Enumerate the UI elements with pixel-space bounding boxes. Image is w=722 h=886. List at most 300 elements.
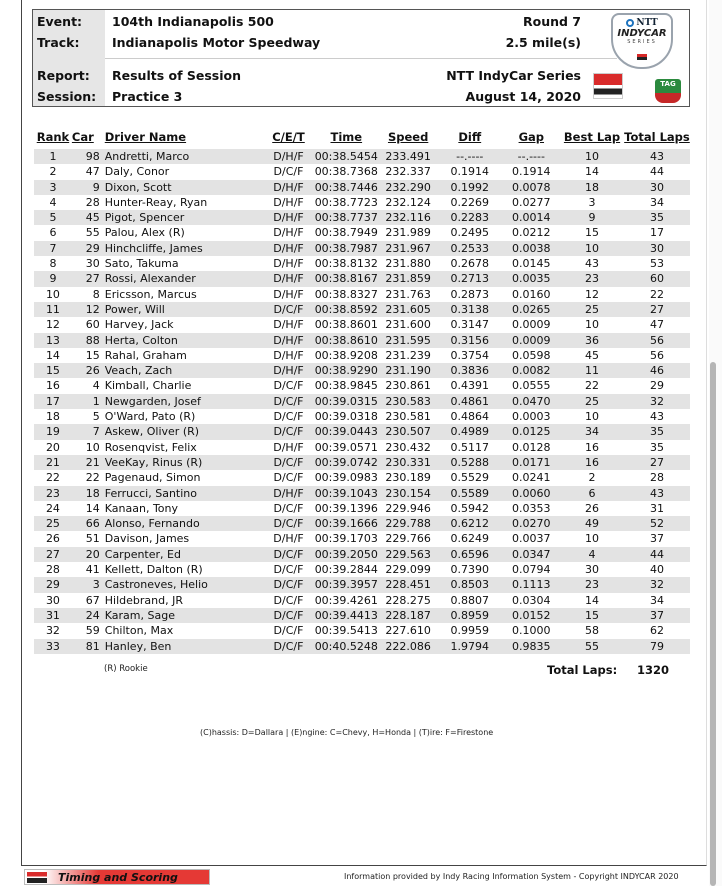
series-name: NTT IndyCar Series	[446, 68, 581, 83]
table-row	[34, 562, 690, 577]
total-laps-cell: 32	[624, 577, 690, 592]
report-label: Report:	[37, 68, 90, 83]
total-laps-cell: 44	[624, 547, 690, 562]
table-row	[34, 470, 690, 485]
driver-name-cell: Andretti, Marco	[105, 149, 264, 164]
table-row	[34, 149, 690, 164]
table-row	[34, 394, 690, 409]
lap-time-cell: 00:39.0443	[314, 425, 378, 439]
car-number-cell: 60	[85, 318, 100, 332]
car-number-cell: 66	[72, 516, 105, 531]
gap-cell: 0.0038	[502, 241, 560, 256]
total-laps-cell: 34	[649, 593, 664, 607]
driver-name-cell: Kimball, Charlie	[104, 379, 192, 393]
lap-time-cell: 00:39.1043	[314, 486, 378, 500]
col-rank: Rank	[36, 129, 70, 144]
speed-cell: 231.605	[379, 302, 437, 317]
lap-time-cell: 00:39.0742	[314, 455, 378, 469]
table-row	[34, 210, 690, 225]
table-row	[34, 271, 690, 286]
best-lap-cell: 22	[585, 379, 600, 393]
best-lap-cell: 10	[585, 532, 600, 546]
gap-cell: 0.0265	[502, 302, 560, 317]
speed-cell: 231.239	[385, 348, 431, 362]
total-laps-cell: 27	[624, 455, 690, 470]
car-number-cell: 88	[72, 333, 105, 348]
car-number-cell: 4	[92, 379, 100, 393]
lap-time-cell: 00:38.7737	[314, 211, 378, 225]
car-number-cell: 20	[72, 547, 105, 562]
table-row	[34, 180, 690, 195]
total-laps-cell: 52	[624, 516, 690, 531]
diff-cell: 0.2283	[437, 210, 502, 225]
speed-cell: 228.187	[379, 608, 437, 623]
flag-icon	[637, 54, 647, 60]
timing-and-scoring-logo	[24, 869, 210, 885]
table-row	[34, 378, 690, 393]
lap-time-cell: 00:38.5454	[314, 150, 378, 163]
diff-cell: 0.6212	[437, 516, 502, 531]
best-lap-cell: 45	[585, 348, 600, 362]
car-number-cell: 59	[85, 624, 100, 638]
cet-cell: D/H/F	[273, 318, 304, 332]
session-date: August 14, 2020	[465, 89, 581, 104]
total-laps-cell: 56	[624, 333, 690, 348]
lap-time-cell: 00:38.7723	[314, 195, 378, 209]
rank-cell: 5	[34, 210, 72, 225]
table-row	[34, 256, 690, 271]
car-number-cell: 8	[92, 287, 100, 301]
cet-cell: D/C/F	[264, 455, 314, 470]
table-row	[34, 547, 690, 562]
total-laps-cell: 60	[624, 271, 690, 286]
rank-cell: 20	[45, 440, 60, 454]
lap-time-cell: 00:38.7987	[314, 241, 378, 255]
car-number-cell: 51	[85, 532, 100, 546]
gap-cell: 0.0128	[512, 440, 551, 454]
car-number-cell: 45	[72, 210, 105, 225]
car-number-cell: 41	[85, 563, 100, 577]
driver-name-cell: Kellett, Dalton (R)	[104, 563, 203, 577]
best-lap-cell: 23	[560, 577, 624, 592]
driver-name-cell: Hanley, Ben	[105, 639, 264, 654]
cet-cell: D/C/F	[273, 165, 304, 179]
rank-cell: 2	[49, 165, 57, 179]
lap-time-cell: 00:39.1396	[314, 501, 378, 515]
col-best-lap: Best Lap	[563, 129, 621, 144]
speed-cell: 231.595	[379, 333, 437, 348]
car-number-cell: 55	[85, 226, 100, 240]
table-row	[34, 577, 690, 592]
col-cet: C/E/T	[272, 129, 305, 144]
driver-name-cell: Daly, Conor	[104, 165, 170, 179]
car-number-cell: 30	[85, 257, 100, 271]
gap-cell: 0.0145	[512, 257, 551, 271]
lap-time-cell: 00:39.4261	[314, 593, 378, 607]
diff-cell: 0.8807	[450, 593, 489, 607]
driver-name-cell: Harvey, Jack	[104, 318, 174, 332]
table-row	[34, 317, 690, 332]
lap-time-cell: 00:39.0318	[314, 410, 378, 424]
total-laps-cell: 28	[649, 471, 664, 485]
gap-cell: 0.0082	[502, 363, 560, 378]
total-laps-value: 1320	[637, 663, 670, 677]
total-laps-cell: 32	[624, 394, 690, 409]
lap-time-cell: 00:39.0983	[314, 471, 378, 485]
driver-name-cell: Castroneves, Helio	[105, 577, 264, 592]
cet-cell: D/C/F	[264, 639, 314, 654]
total-laps-cell: 37	[624, 608, 690, 623]
table-row	[34, 608, 690, 623]
driver-name-cell: Rosenqvist, Felix	[104, 440, 197, 454]
table-row	[34, 409, 690, 424]
diff-cell: 0.5288	[437, 455, 502, 470]
driver-name-cell: Davison, James	[104, 532, 190, 546]
total-laps-cell: 56	[649, 348, 664, 362]
best-lap-cell: 6	[560, 486, 624, 501]
driver-name-cell: Pagenaud, Simon	[104, 471, 201, 485]
gap-cell: 0.0125	[502, 424, 560, 439]
rank-cell: 26	[45, 532, 60, 546]
lap-time-cell: 00:39.0315	[314, 394, 378, 408]
gap-cell: 0.0160	[512, 287, 551, 301]
driver-name-cell: Herta, Colton	[105, 333, 264, 348]
diff-cell: 0.5529	[450, 471, 489, 485]
best-lap-cell: 16	[560, 455, 624, 470]
best-lap-cell: 15	[560, 608, 624, 623]
gap-cell: 0.0347	[502, 547, 560, 562]
diff-cell: 0.1992	[437, 180, 502, 195]
speed-cell: 229.946	[385, 501, 431, 515]
total-laps-cell: 43	[624, 149, 690, 164]
gap-cell: 0.0003	[512, 410, 551, 424]
total-laps-cell: 53	[649, 257, 664, 271]
cet-cell: D/H/F	[264, 486, 314, 501]
total-laps-cell: 30	[624, 180, 690, 195]
driver-name-cell: Hinchcliffe, James	[105, 241, 264, 256]
speed-cell: 231.989	[385, 226, 431, 240]
cet-cell: D/H/F	[264, 210, 314, 225]
rank-cell: 19	[34, 424, 72, 439]
table-row	[34, 164, 690, 179]
driver-name-cell: Rahal, Graham	[104, 348, 187, 362]
cet-cell: D/H/F	[273, 195, 304, 209]
cet-cell: D/H/F	[273, 226, 304, 240]
tag-logo-text: TAG	[660, 80, 676, 88]
lap-time-cell: 00:38.7949	[314, 226, 378, 240]
driver-name-cell: Ferrucci, Santino	[105, 486, 264, 501]
best-lap-cell: 36	[560, 333, 624, 348]
gap-cell: 0.0353	[512, 501, 551, 515]
cet-cell: D/C/F	[264, 547, 314, 562]
cet-cell: D/H/F	[273, 287, 304, 301]
diff-cell: 0.5117	[450, 440, 489, 454]
lap-time-cell: 00:39.1666	[314, 517, 378, 531]
table-row	[34, 424, 690, 439]
speed-cell: 232.337	[385, 165, 431, 179]
rank-cell: 15	[34, 363, 72, 378]
gap-cell: 0.0035	[502, 271, 560, 286]
speed-cell: 233.491	[379, 149, 437, 164]
lap-time-cell: 00:38.7368	[314, 165, 378, 179]
total-laps-cell: 30	[624, 241, 690, 256]
lap-time-cell: 00:39.0571	[314, 440, 378, 454]
event-value: 104th Indianapolis 500	[112, 14, 274, 29]
best-lap-cell: 25	[560, 394, 624, 409]
cet-cell: D/H/F	[273, 532, 304, 546]
ntt-indycar-series-logo-icon	[611, 13, 673, 69]
diff-cell: 0.9959	[450, 624, 489, 638]
best-lap-cell: 23	[560, 271, 624, 286]
lap-time-cell: 00:38.8601	[314, 318, 378, 332]
total-laps-cell: 35	[649, 440, 664, 454]
track-label: Track:	[37, 35, 80, 50]
best-lap-cell: 9	[560, 210, 624, 225]
rank-cell: 30	[45, 593, 60, 607]
best-lap-cell: 3	[588, 195, 596, 209]
gap-cell: --.----	[502, 149, 560, 164]
round-number: Round 7	[522, 14, 581, 29]
table-row	[34, 333, 690, 348]
rank-cell: 29	[34, 577, 72, 592]
gap-cell: 0.0037	[512, 532, 551, 546]
car-number-cell: 29	[72, 241, 105, 256]
diff-cell: 0.5589	[437, 486, 502, 501]
driver-name-cell: Power, Will	[105, 302, 264, 317]
rank-cell: 6	[49, 226, 57, 240]
session-value: Practice 3	[112, 89, 183, 104]
diff-cell: 0.4861	[437, 394, 502, 409]
total-laps-cell: 79	[624, 639, 690, 654]
speed-cell: 229.766	[385, 532, 431, 546]
car-number-cell: 98	[72, 149, 105, 164]
car-number-cell: 21	[72, 455, 105, 470]
rank-cell: 13	[34, 333, 72, 348]
indycar-logo-text: INDYCAR	[617, 28, 667, 39]
gap-cell: 0.0555	[512, 379, 551, 393]
gap-cell: 0.1000	[512, 624, 551, 638]
event-label: Event:	[37, 14, 83, 29]
speed-cell: 230.154	[379, 486, 437, 501]
speed-cell: 222.086	[379, 639, 437, 654]
diff-cell: 0.3138	[437, 302, 502, 317]
rank-cell: 14	[45, 348, 60, 362]
speed-cell: 230.507	[379, 424, 437, 439]
driver-name-cell: Pigot, Spencer	[105, 210, 264, 225]
car-number-cell: 3	[72, 577, 105, 592]
gap-cell: 0.0078	[502, 180, 560, 195]
diff-cell: 0.1914	[450, 165, 489, 179]
total-laps-cell: 43	[649, 410, 664, 424]
speed-cell: 227.610	[385, 624, 431, 638]
lap-time-cell: 00:39.3957	[314, 578, 378, 592]
cet-legend: (C)hassis: D=Dallara | (E)ngine: C=Chevy, H=Honda | (T)ire: F=Firestone	[200, 728, 494, 737]
best-lap-cell: 34	[560, 424, 624, 439]
col-car: Car	[71, 129, 94, 144]
table-row	[34, 639, 690, 654]
table-row	[34, 241, 690, 256]
rank-cell: 12	[45, 318, 60, 332]
best-lap-cell: 4	[560, 547, 624, 562]
results-body	[34, 149, 690, 654]
lap-time-cell: 00:38.8327	[314, 287, 378, 301]
rank-cell: 1	[34, 149, 72, 164]
driver-name-cell: Chilton, Max	[104, 624, 174, 638]
cet-cell: D/C/F	[273, 410, 304, 424]
table-row	[34, 195, 690, 210]
speed-cell: 229.563	[379, 547, 437, 562]
lap-time-cell: 00:38.7446	[314, 180, 378, 194]
lap-time-cell: 00:38.9845	[314, 379, 378, 393]
best-lap-cell: 43	[585, 257, 600, 271]
lap-time-cell: 00:38.9290	[314, 364, 378, 378]
table-row	[34, 455, 690, 470]
lap-time-cell: 00:39.5413	[314, 624, 378, 638]
rank-cell: 10	[45, 287, 60, 301]
table-row	[34, 287, 690, 302]
cet-cell: D/H/F	[273, 257, 304, 271]
cet-cell: D/H/F	[264, 333, 314, 348]
lap-time-cell: 00:39.2050	[314, 547, 378, 561]
gap-cell: 0.0304	[512, 593, 551, 607]
best-lap-cell: 16	[585, 440, 600, 454]
cet-cell: D/H/F	[273, 440, 304, 454]
diff-cell: 0.2533	[437, 241, 502, 256]
gap-cell: 0.1914	[512, 165, 551, 179]
diff-cell: 1.9794	[437, 639, 502, 654]
car-number-cell: 81	[72, 639, 105, 654]
diff-cell: 0.2678	[450, 257, 489, 271]
gap-cell: 0.0794	[512, 563, 551, 577]
best-lap-cell: 11	[560, 363, 624, 378]
col-gap: Gap	[518, 129, 545, 144]
table-row	[34, 516, 690, 531]
driver-name-cell: Hunter-Reay, Ryan	[104, 195, 208, 209]
rank-cell: 16	[45, 379, 60, 393]
best-lap-cell: 10	[560, 149, 624, 164]
total-laps-cell: 27	[624, 302, 690, 317]
total-laps-cell: 43	[624, 486, 690, 501]
car-number-cell: 7	[72, 424, 105, 439]
car-number-cell: 22	[85, 471, 100, 485]
table-row	[34, 302, 690, 317]
timing-and-scoring-text: Timing and Scoring	[58, 871, 178, 884]
total-laps-cell: 40	[649, 563, 664, 577]
speed-cell: 231.763	[385, 287, 431, 301]
car-number-cell: 14	[85, 501, 100, 515]
rank-cell: 21	[34, 455, 72, 470]
best-lap-cell: 15	[585, 226, 600, 240]
cet-cell: D/C/F	[264, 302, 314, 317]
speed-cell: 231.967	[379, 241, 437, 256]
table-row	[34, 440, 690, 455]
cet-cell: D/C/F	[273, 471, 304, 485]
gap-cell: 0.0270	[502, 516, 560, 531]
car-number-cell: 67	[85, 593, 100, 607]
total-laps-label: Total Laps:	[547, 663, 618, 677]
cet-cell: D/H/F	[264, 271, 314, 286]
gap-cell: 0.0171	[502, 455, 560, 470]
table-header-row	[34, 128, 690, 149]
car-number-cell: 26	[72, 363, 105, 378]
best-lap-cell: 14	[585, 165, 600, 179]
diff-cell: 0.2873	[450, 287, 489, 301]
driver-name-cell: O'Ward, Pato (R)	[104, 410, 196, 424]
speed-cell: 232.124	[385, 195, 431, 209]
speed-cell: 231.600	[385, 318, 431, 332]
diff-cell: 0.2269	[450, 195, 489, 209]
cet-cell: D/C/F	[273, 379, 304, 393]
cet-cell: D/H/F	[264, 180, 314, 195]
cet-cell: D/C/F	[264, 394, 314, 409]
total-laps-cell: 31	[649, 501, 664, 515]
car-number-cell: 10	[85, 440, 100, 454]
total-laps-cell: 22	[649, 287, 664, 301]
driver-name-cell: Hildebrand, JR	[104, 593, 183, 607]
driver-name-cell: Kanaan, Tony	[104, 501, 179, 515]
diff-cell: 0.6596	[437, 547, 502, 562]
track-value: Indianapolis Motor Speedway	[112, 35, 321, 50]
copyright-notice: Information provided by Indy Racing Information System - Copyright INDYCAR 2020	[344, 872, 679, 881]
total-laps-cell: 44	[649, 165, 664, 179]
best-lap-cell: 18	[560, 180, 624, 195]
diff-cell: 0.7390	[450, 563, 489, 577]
cet-cell: D/H/F	[264, 241, 314, 256]
rank-cell: 17	[34, 394, 72, 409]
rank-cell: 25	[34, 516, 72, 531]
lap-time-cell: 00:40.5248	[314, 639, 378, 653]
best-lap-cell: 2	[588, 471, 596, 485]
gap-cell: 0.0598	[512, 348, 551, 362]
driver-name-cell: Sato, Takuma	[104, 257, 179, 271]
lap-time-cell: 00:38.8132	[314, 257, 378, 271]
speed-cell: 230.861	[385, 379, 431, 393]
scrollbar-thumb[interactable]	[710, 362, 716, 886]
lap-time-cell: 00:39.2844	[314, 563, 378, 577]
driver-name-cell: Ericsson, Marcus	[104, 287, 197, 301]
best-lap-cell: 55	[560, 639, 624, 654]
speed-cell: 232.290	[379, 180, 437, 195]
rank-cell: 31	[34, 608, 72, 623]
diff-cell: 0.3156	[437, 333, 502, 348]
speed-cell: 230.432	[385, 440, 431, 454]
diff-cell: 0.4391	[450, 379, 489, 393]
header-divider	[105, 58, 617, 59]
driver-name-cell: VeeKay, Rinus (R)	[105, 455, 264, 470]
car-number-cell: 47	[85, 165, 100, 179]
gap-cell: 0.0241	[512, 471, 551, 485]
table-row	[34, 225, 690, 240]
car-number-cell: 9	[72, 180, 105, 195]
rank-cell: 18	[45, 410, 60, 424]
table-row	[34, 593, 690, 608]
table-row	[34, 348, 690, 363]
speed-cell: 228.451	[379, 577, 437, 592]
best-lap-cell: 12	[585, 287, 600, 301]
gap-cell: 0.0212	[512, 226, 551, 240]
sponsor-logos	[589, 13, 685, 103]
driver-name-cell: Alonso, Fernando	[105, 516, 264, 531]
diff-cell: 0.3836	[437, 363, 502, 378]
total-laps-cell: 35	[624, 424, 690, 439]
gap-cell: 0.1113	[502, 577, 560, 592]
rank-cell: 24	[45, 501, 60, 515]
lap-time-cell: 00:38.8592	[314, 302, 378, 316]
rookie-note: (R) Rookie	[104, 664, 148, 674]
cet-cell: D/C/F	[273, 593, 304, 607]
col-diff: Diff	[458, 129, 482, 144]
diff-cell: 0.2713	[437, 271, 502, 286]
